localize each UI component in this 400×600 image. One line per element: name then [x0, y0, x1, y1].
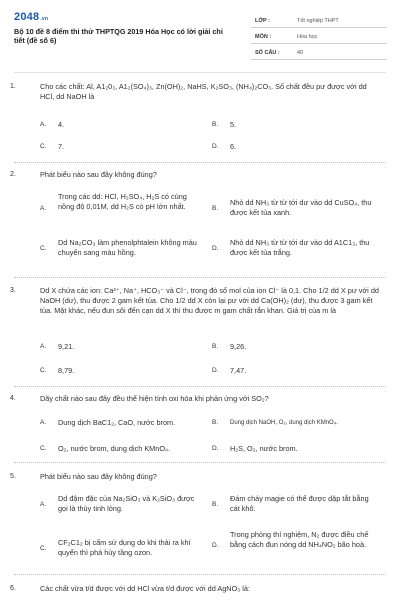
option-b[interactable] [212, 198, 382, 222]
option-label: B. [212, 419, 219, 426]
question-divider [14, 277, 386, 278]
option-label: C. [40, 545, 47, 552]
question-divider [14, 574, 386, 575]
document-meta [251, 14, 386, 62]
meta-key: LỚP : [255, 18, 270, 24]
option-text: Trong các dd: HCl, H₂SO₄, H₂S có cùng nồng độ 0,01M, dd H₂S có pH lớn nhất. [58, 192, 187, 211]
option-text: Dd đậm đặc của Na₂SiO₃ và K₂SiO₃ được gọi là thủy tinh lỏng. [58, 494, 195, 513]
header-divider [14, 72, 386, 73]
option-b[interactable] [212, 494, 382, 518]
option-text: Trong phòng thí nghiệm, N₂ được điều chế bằng cách đun nóng dd NH₄NO₂ bão hoà. [230, 530, 369, 549]
option-label: B. [212, 121, 219, 128]
option-d[interactable] [212, 530, 382, 564]
option-text: Dung dịch BaC1₂, CaO, nước brom. [58, 418, 176, 427]
question-divider [14, 162, 386, 163]
option-c[interactable] [40, 238, 205, 262]
option-d[interactable] [212, 238, 382, 262]
option-text: Dung dịch NaOH, O₂, dung dịch KMnO₄. [230, 420, 338, 426]
question-text: Các chất vừa t/d được với dd HCl vừa t/d được với dd AgNO₃ là: [40, 584, 250, 593]
document-title: Bộ 10 đề 8 điểm thi thử THPTQG 2019 Hóa Học có lời giải chi tiết (đề số 6) [14, 27, 223, 45]
meta-row-subject [251, 30, 386, 44]
option-text: Dd Na₂CO₃ làm phenolphtalein không màu chuyển sang màu hồng. [58, 238, 197, 257]
option-label: A. [40, 419, 47, 426]
option-label: C. [40, 367, 47, 374]
option-label: A. [40, 121, 47, 128]
option-label: D. [212, 367, 219, 374]
meta-value: 40 [297, 50, 304, 56]
question-number: 5. [10, 473, 16, 480]
option-a[interactable] [40, 192, 205, 226]
question-number: 6. [10, 585, 16, 592]
meta-value: Hóa học [297, 34, 318, 40]
question-number: 2. [10, 171, 16, 178]
option-label: D. [212, 245, 219, 252]
option-label: A. [40, 501, 47, 508]
option-text: 6. [230, 142, 237, 151]
question-text: Cho các chất: Al, A1₂0₃, A1₂(SO₄)₃, Zn(OH)₂, NaHS, K₂SO₃, (NH₄)₂CO₃. Số chất đều pư được với dd HCl, dd NaOH là [40, 82, 367, 101]
option-label: D. [212, 445, 219, 452]
option-text: O₂, nước brom, dung dịch KMnO₄. [58, 444, 171, 453]
site-logo[interactable] [14, 12, 48, 24]
option-text: 9,21. [58, 342, 75, 351]
meta-key: SỐ CÂU : [255, 50, 280, 56]
question-divider [14, 462, 386, 463]
option-label: B. [212, 343, 219, 350]
option-label: D. [212, 143, 219, 150]
option-text: 7. [58, 142, 65, 151]
option-label: A. [40, 343, 47, 350]
question-number: 4. [10, 395, 16, 402]
question-divider [14, 386, 386, 387]
option-text: 9,26. [230, 342, 247, 351]
option-text: CF₂C1₂ bị cấm sử dụng do khi thải ra khí quyển thì phá hủy tầng ozon. [58, 538, 191, 557]
question-text: Phát biểu nào sau đây không đúng? [40, 170, 157, 179]
question-text: Dd X chứa các ion: Ca²⁺, Na⁺, HCO₃⁻ và Cl⁻, trong đó số mol của ion Cl⁻ là 0,1. Cho 1/2 dd X pư với dd NaOH (dư), thu được 2 gam kết tủa. Cho 1/2 dd X còn lại pư với dd Ca(OH)₂ (dư), thu được 3 gam kết tủa. Mặt khác, nếu đun sôi đến cạn dd X thì thu được m gam chất rắn khan. Giá trị của m là [40, 286, 379, 315]
question-number: 3. [10, 287, 16, 294]
option-label: D. [212, 542, 219, 549]
logo-text: 2048 [14, 11, 40, 23]
option-text: 5. [230, 120, 237, 129]
option-c[interactable] [40, 538, 205, 562]
question-text: Phát biểu nào sau đây không đúng? [40, 472, 157, 481]
option-label: B. [212, 205, 219, 212]
option-text: H₂S, O₂, nước brom. [230, 444, 298, 453]
option-label: C. [40, 445, 47, 452]
option-label: A. [40, 205, 47, 212]
option-text: 7,47. [230, 366, 247, 375]
meta-row-count [251, 46, 386, 60]
meta-row-class [251, 14, 386, 28]
option-label: C. [40, 143, 47, 150]
option-label: C. [40, 245, 47, 252]
document-header [14, 10, 386, 58]
option-label: B. [212, 501, 219, 508]
option-text: 8,79. [58, 366, 75, 375]
meta-value: Tốt nghiệp THPT [297, 18, 339, 24]
option-text: Nhỏ dd NH₃ từ từ tới dư vào dd A1C1₃, thu được kết tủa trắng. [230, 238, 370, 257]
question-number: 1. [10, 83, 16, 90]
option-text: 4. [58, 120, 65, 129]
option-a[interactable] [40, 494, 205, 518]
question-text: Dãy chất nào sau đây đều thể hiện tính oxi hóa khi phản ứng với SO₂? [40, 394, 269, 403]
meta-key: MÔN : [255, 34, 272, 40]
option-text: Nhỏ dd NH₃ từ từ tới dư vào dd CuSO₄, thu được kết tủa xanh. [230, 198, 372, 217]
option-text: Đám cháy magie có thể được dập tắt bằng cát khô. [230, 494, 369, 513]
logo-suffix: .vn [40, 16, 49, 22]
